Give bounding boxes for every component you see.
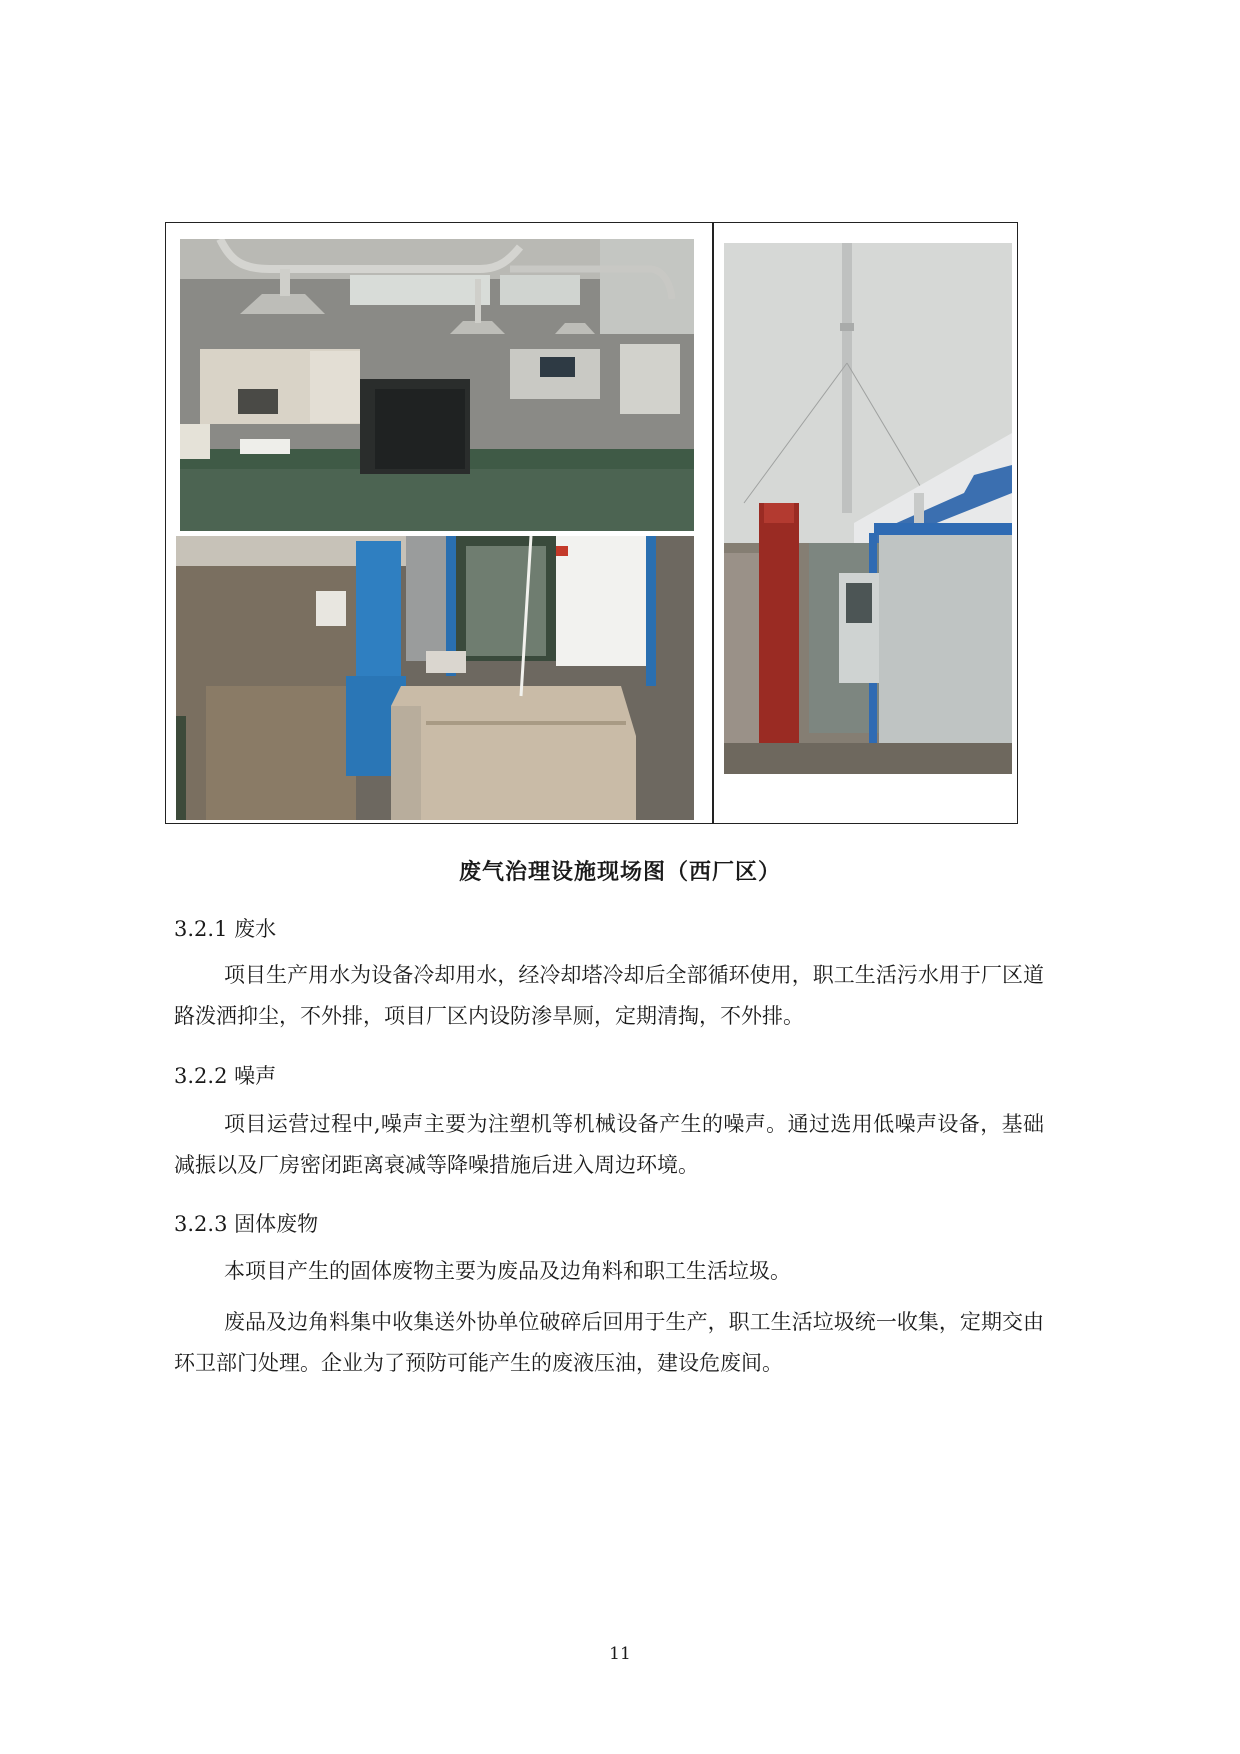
frame-divider (712, 223, 714, 823)
paragraph-noise: 项目运营过程中,噪声主要为注塑机等机械设备产生的噪声。通过选用低噪声设备，基础减振以及厂房密闭距离衰减等降噪措施后进入周边环境。 (174, 1112, 1044, 1177)
photo-treatment-unit (176, 536, 694, 820)
paragraph-wastewater: 项目生产用水为设备冷却用水，经冷却塔冷却后全部循环使用，职工生活污水用于厂区道路泼洒抑尘，不外排，项目厂区内设防渗旱厕，定期清掏，不外排。 (174, 963, 1044, 1028)
photo-exhaust-stack (724, 243, 1012, 774)
photo-workshop-fume-hoods (180, 239, 694, 531)
section-heading-wastewater: 3.2.1 废水 (174, 917, 277, 941)
figure-caption: 废气治理设施现场图（西厂区） (458, 859, 781, 885)
paragraph-solid-waste-summary: 本项目产生的固体废物主要为废品及边角料和职工生活垃圾。 (224, 1259, 791, 1283)
section-heading-solid-waste: 3.2.3 固体废物 (174, 1212, 319, 1236)
photo-figure (165, 222, 1018, 824)
section-heading-noise: 3.2.2 噪声 (174, 1064, 277, 1088)
paragraph-solid-waste-handling: 废品及边角料集中收集送外协单位破碎后回用于生产，职工生活垃圾统一收集，定期交由环卫部门处理。企业为了预防可能产生的废液压油，建设危废间。 (174, 1310, 1044, 1375)
page-number: 11 (609, 1644, 631, 1664)
